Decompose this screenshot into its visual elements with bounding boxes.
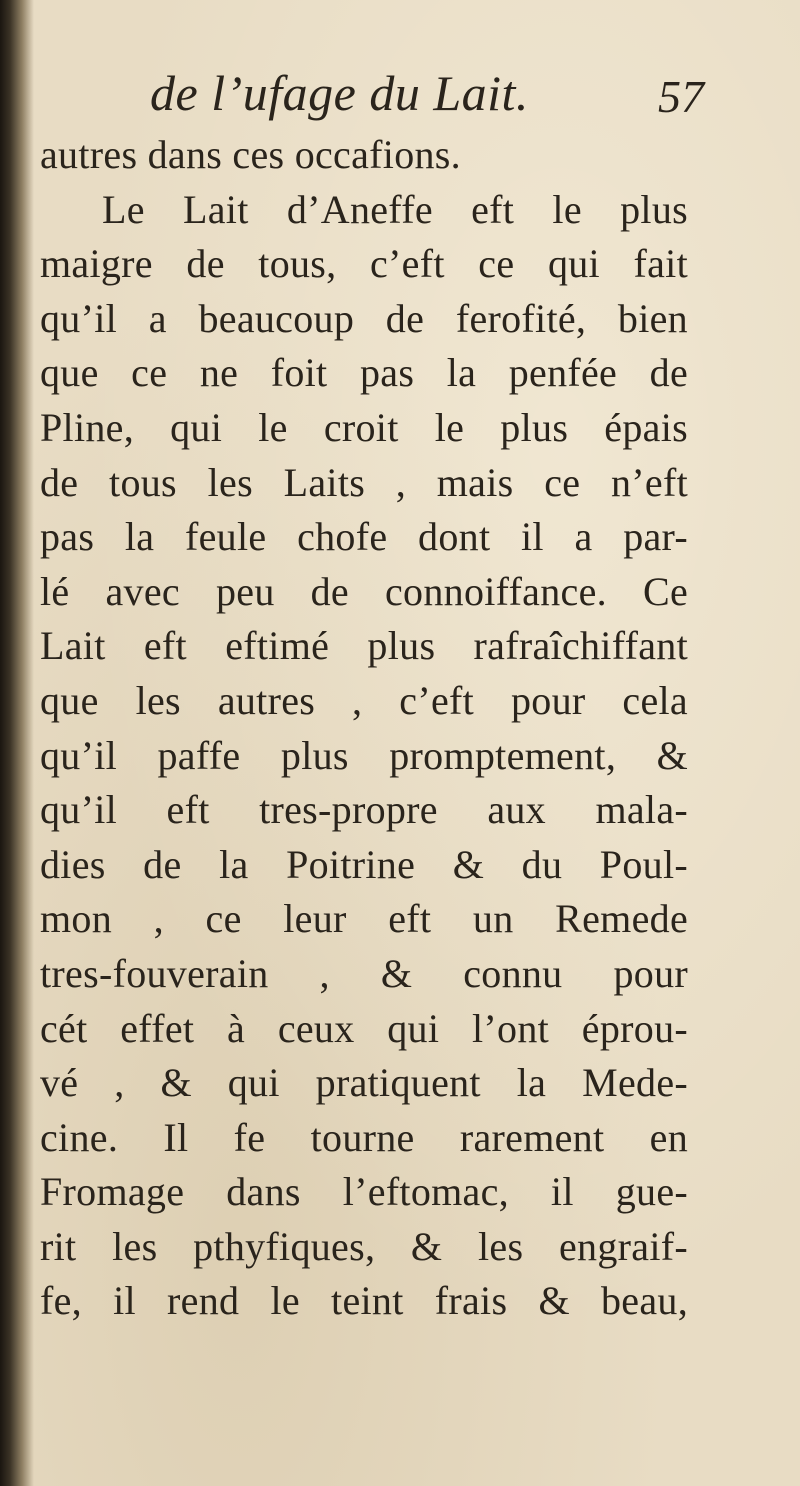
text-line: autres dans ces occafions. bbox=[40, 132, 461, 177]
text-line: cine. Il fe tourne rarement en bbox=[40, 1114, 688, 1160]
text-line: vé , & qui pratiquent la Mede- bbox=[40, 1060, 688, 1106]
text-line: fe, il rend le teint frais & beau, bbox=[40, 1278, 688, 1324]
body-text bbox=[40, 128, 688, 1329]
text-line: cét effet à ceux qui l’ont éprou- bbox=[40, 1005, 688, 1051]
text-line: Lait eft eftimé plus rafraîchiffant bbox=[40, 623, 688, 669]
text-line: Pline, qui le croit le plus épais bbox=[40, 404, 688, 450]
text-line: Le Lait d’Aneffe eft le plus bbox=[102, 186, 688, 232]
text-line: maigre de tous, c’eft ce qui fait bbox=[40, 241, 688, 287]
text-line: de tous les Laits , mais ce n’eft bbox=[40, 459, 688, 505]
text-line: que les autres , c’eft pour cela bbox=[40, 677, 688, 723]
text-line: qu’il a beaucoup de ferofité, bien bbox=[40, 295, 688, 341]
text-line: lé avec peu de connoiffance. Ce bbox=[40, 568, 688, 614]
text-line: Fromage dans l’eftomac, il gue- bbox=[40, 1169, 688, 1215]
text-line: que ce ne foit pas la penfée de bbox=[40, 350, 688, 396]
binding-gutter bbox=[0, 0, 34, 1486]
text-line: tres-fouverain , & connu pour bbox=[40, 950, 688, 996]
text-line: mon , ce leur eft un Remede bbox=[40, 896, 688, 942]
text-line: pas la feule chofe dont il a par- bbox=[40, 514, 688, 560]
page-number: 57 bbox=[658, 71, 704, 122]
page-header bbox=[0, 62, 800, 124]
text-line: qu’il paffe plus promptement, & bbox=[40, 732, 688, 778]
text-line: rit les pthyfiques, & les engraif- bbox=[40, 1223, 688, 1269]
running-title: de l’ufage du Lait. bbox=[150, 65, 529, 121]
text-line: dies de la Poitrine & du Poul- bbox=[40, 841, 688, 887]
text-line: qu’il eft tres-propre aux mala- bbox=[40, 787, 688, 833]
